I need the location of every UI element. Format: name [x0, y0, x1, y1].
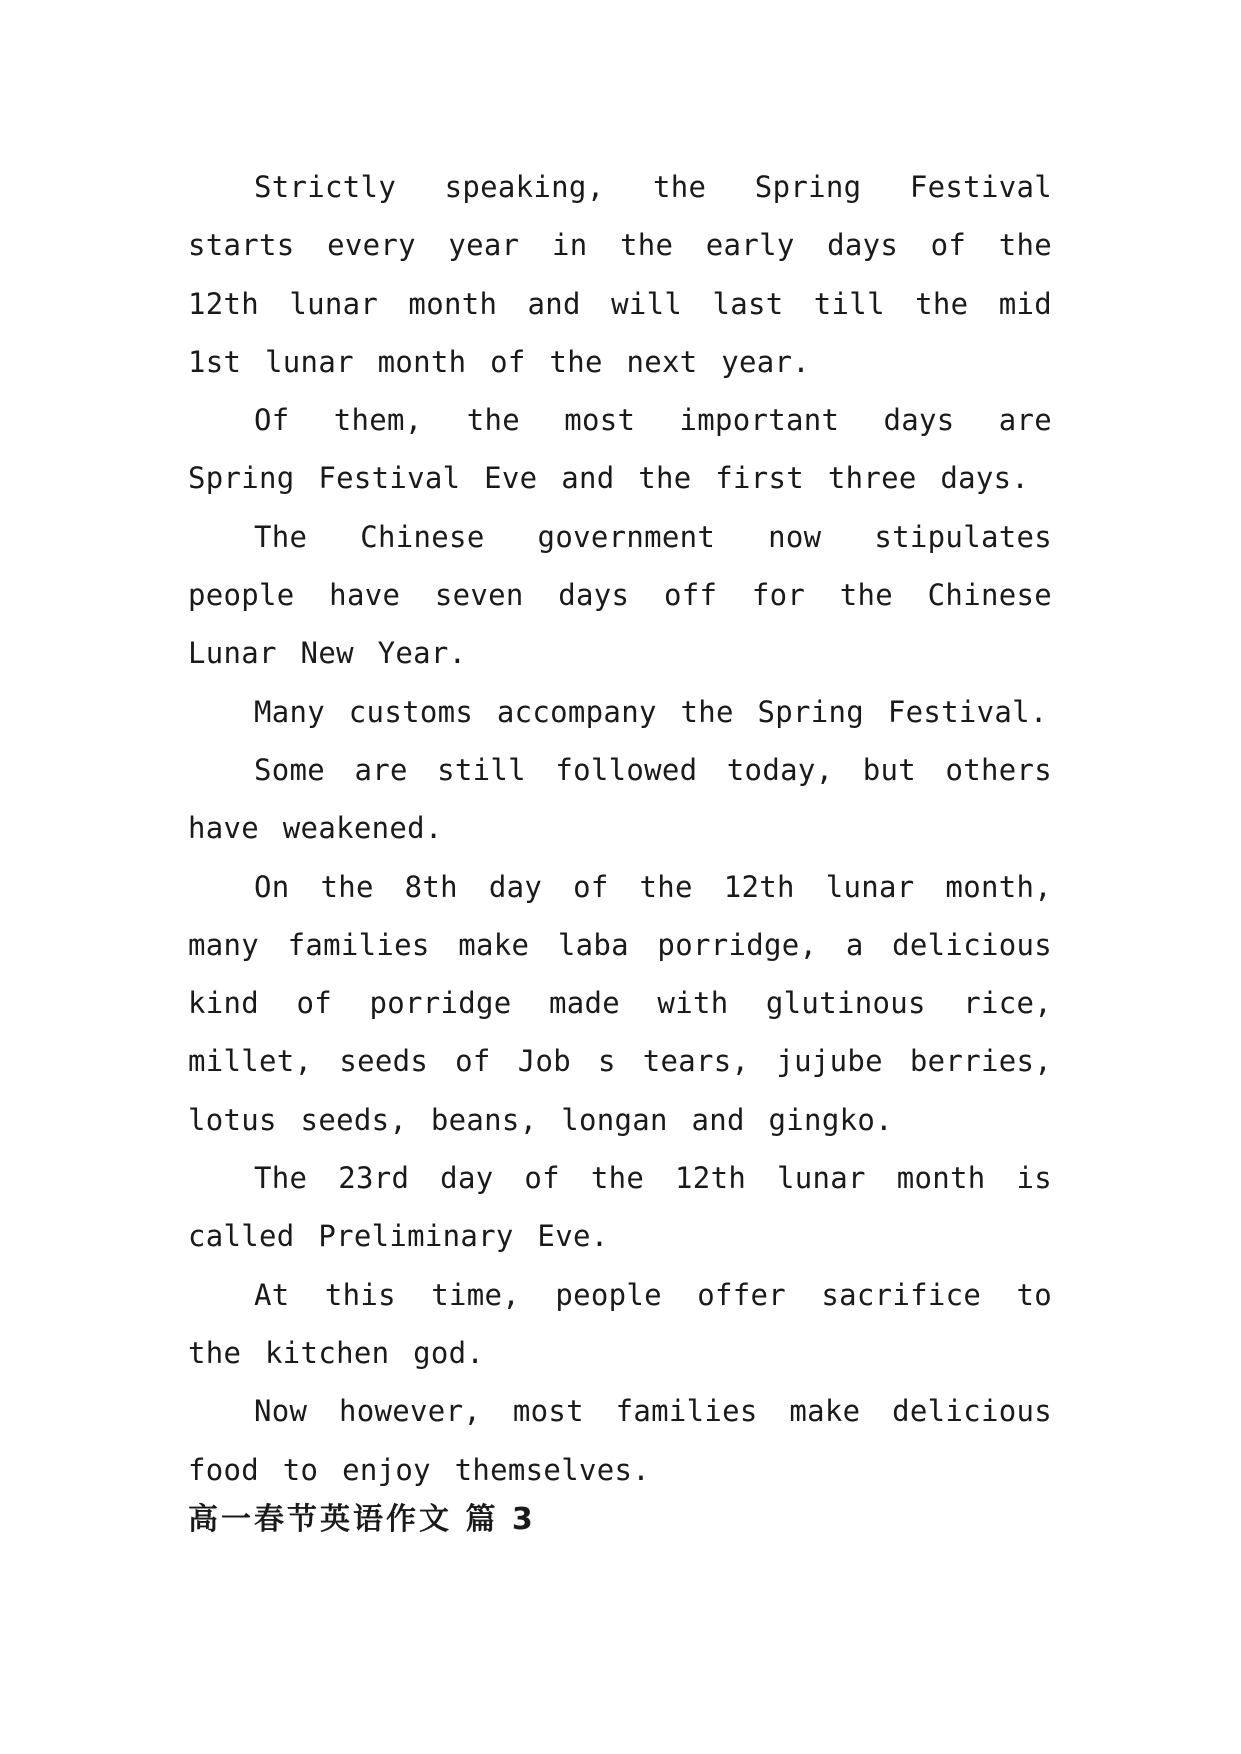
paragraph: Now however, most families make delicious food to enjoy themselves.: [188, 1394, 1052, 1487]
paragraph: Many customs accompany the Spring Festival.: [254, 694, 1048, 729]
paragraph: The Chinese government now stipulates people have seven days off for the Chinese Lunar New Year.: [188, 519, 1052, 671]
paragraph: Strictly speaking, the Spring Festival starts every year in the early days of the 12th lunar month and will last till the mid 1st lunar month of the next year.: [188, 170, 1052, 379]
paragraph: The 23rd day of the 12th lunar month is called Preliminary Eve.: [188, 1161, 1052, 1254]
paragraph: Of them, the most important days are Spring Festival Eve and the first three days.: [188, 403, 1052, 496]
document-body: [188, 158, 1052, 1499]
section-heading: 高一春节英语作文 篇 3: [188, 1502, 536, 1537]
paragraph: On the 8th day of the 12th lunar month, many families make laba porridge, a delicious kind of porridge made with glutinous rice, millet, seeds of Job s tears, jujube berries, lotus seeds, beans, longan and gingko.: [188, 869, 1052, 1137]
paragraph: At this time, people offer sacrifice to the kitchen god.: [188, 1277, 1052, 1370]
paragraph: Some are still followed today, but others have weakened.: [188, 752, 1052, 846]
